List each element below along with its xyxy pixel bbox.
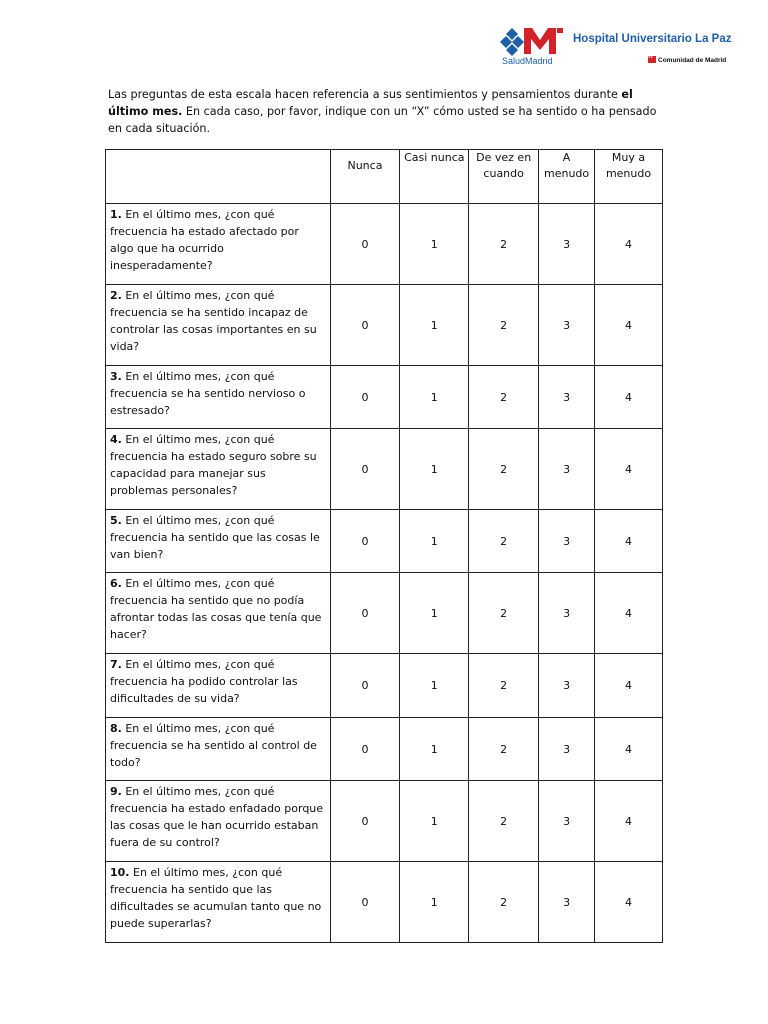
answer-option-cell[interactable]: 0 [330,718,400,781]
answer-option-cell[interactable]: 4 [595,366,663,429]
answer-option-cell[interactable]: 3 [539,366,595,429]
column-header-nunca: Nunca [330,150,400,204]
question-text: En el último mes, ¿con qué frecuencia ha sentido que las cosas le van bien? [110,514,320,561]
question-text: En el último mes, ¿con qué frecuencia ha estado afectado por algo que ha ocurrido inesperadamente? [110,208,299,272]
intro-paragraph [108,86,668,137]
answer-option-cell[interactable]: 4 [595,429,663,510]
question-text: En el último mes, ¿con qué frecuencia se ha sentido nervioso o estresado? [110,370,306,417]
answer-option-cell[interactable]: 1 [400,366,469,429]
table-row [106,718,663,781]
question-text: En el último mes, ¿con qué frecuencia ha estado enfadado porque las cosas que le han ocurrido estaban fuera de su control? [110,785,324,849]
table-row [106,429,663,510]
answer-option-cell[interactable]: 0 [330,366,400,429]
column-header-question [106,150,331,204]
answer-option-cell[interactable]: 3 [539,654,595,718]
table-header-row [106,150,663,204]
answer-option-cell[interactable]: 1 [400,654,469,718]
answer-option-cell[interactable]: 0 [330,781,400,862]
question-number: 10. [110,866,130,879]
table-row [106,366,663,429]
answer-option-cell[interactable]: 4 [595,510,663,573]
question-cell [106,781,331,862]
table-row [106,204,663,285]
answer-option-cell[interactable]: 0 [330,862,400,943]
answer-option-cell[interactable]: 0 [330,654,400,718]
answer-option-cell[interactable]: 1 [400,285,469,366]
answer-option-cell[interactable]: 4 [595,862,663,943]
answer-option-cell[interactable]: 3 [539,862,595,943]
table-row [106,510,663,573]
table-body [106,204,663,943]
question-cell [106,510,331,573]
table-row [106,285,663,366]
column-header-de-vez-en-cuando: De vez en cuando [469,150,539,204]
answer-option-cell[interactable]: 3 [539,718,595,781]
intro-text-before: Las preguntas de esta escala hacen referencia a sus sentimientos y pensamientos durante [108,88,622,101]
answer-option-cell[interactable]: 3 [539,573,595,654]
question-number: 1. [110,208,122,221]
column-header-a-menudo: A menudo [539,150,595,204]
answer-option-cell[interactable]: 4 [595,573,663,654]
hospital-name: Hospital Universitario La Paz [573,33,732,45]
question-cell [106,862,331,943]
madrid-flag-icon [648,56,656,63]
answer-option-cell[interactable]: 0 [330,429,400,510]
answer-option-cell[interactable]: 1 [400,718,469,781]
question-text: En el último mes, ¿con qué frecuencia ha podido controlar las dificultades de su vida? [110,658,298,705]
answer-option-cell[interactable]: 2 [469,781,539,862]
page-header [500,26,740,70]
question-number: 5. [110,514,122,527]
question-number: 6. [110,577,122,590]
question-cell [106,204,331,285]
answer-option-cell[interactable]: 4 [595,781,663,862]
answer-option-cell[interactable]: 3 [539,204,595,285]
question-cell [106,429,331,510]
answer-option-cell[interactable]: 2 [469,366,539,429]
answer-option-cell[interactable]: 4 [595,654,663,718]
intro-bold: el último mes. [108,88,633,118]
answer-option-cell[interactable]: 2 [469,862,539,943]
answer-option-cell[interactable]: 1 [400,510,469,573]
answer-option-cell[interactable]: 3 [539,510,595,573]
answer-option-cell[interactable]: 1 [400,781,469,862]
question-number: 3. [110,370,122,383]
answer-option-cell[interactable]: 2 [469,573,539,654]
question-cell [106,366,331,429]
question-text: En el último mes, ¿con qué frecuencia se ha sentido al control de todo? [110,722,317,769]
question-cell [106,718,331,781]
answer-option-cell[interactable]: 4 [595,285,663,366]
answer-option-cell[interactable]: 2 [469,429,539,510]
answer-option-cell[interactable]: 2 [469,718,539,781]
answer-option-cell[interactable]: 1 [400,204,469,285]
answer-option-cell[interactable]: 4 [595,204,663,285]
answer-option-cell[interactable]: 0 [330,510,400,573]
question-number: 8. [110,722,122,735]
table-row [106,781,663,862]
question-text: En el último mes, ¿con qué frecuencia se ha sentido incapaz de controlar las cosas importantes en su vida? [110,289,317,353]
question-number: 9. [110,785,122,798]
answer-option-cell[interactable]: 0 [330,573,400,654]
answer-option-cell[interactable]: 0 [330,285,400,366]
question-cell [106,654,331,718]
community-label [648,56,726,64]
answer-option-cell[interactable]: 1 [400,429,469,510]
answer-option-cell[interactable]: 2 [469,654,539,718]
answer-option-cell[interactable]: 1 [400,862,469,943]
table-row [106,654,663,718]
question-text: En el último mes, ¿con qué frecuencia ha sentido que no podía afrontar todas las cosas que tenía que hacer? [110,577,322,641]
column-header-casi-nunca: Casi nunca [400,150,469,204]
answer-option-cell[interactable]: 2 [469,510,539,573]
answer-option-cell[interactable]: 3 [539,781,595,862]
answer-option-cell[interactable]: 1 [400,573,469,654]
question-text: En el último mes, ¿con qué frecuencia ha estado seguro sobre su capacidad para manejar sus problemas personales? [110,433,317,497]
table-row [106,862,663,943]
intro-text-after: En cada caso, por favor, indique con un “X” cómo usted se ha sentido o ha pensado en cada situación. [108,105,657,135]
answer-option-cell[interactable]: 3 [539,285,595,366]
stress-scale-table [105,149,663,943]
question-number: 2. [110,289,122,302]
question-number: 7. [110,658,122,671]
answer-option-cell[interactable]: 4 [595,718,663,781]
answer-option-cell[interactable]: 2 [469,285,539,366]
answer-option-cell[interactable]: 2 [469,204,539,285]
column-header-muy-a-menudo: Muy a menudo [595,150,663,204]
question-number: 4. [110,433,122,446]
question-cell [106,573,331,654]
brand-name: SaludMadrid [502,56,553,66]
question-text: En el último mes, ¿con qué frecuencia ha sentido que las dificultades se acumulan tanto que no puede superarlas? [110,866,322,930]
answer-option-cell[interactable]: 0 [330,204,400,285]
community-name: Comunidad de Madrid [658,57,727,64]
table-row [106,573,663,654]
question-cell [106,285,331,366]
answer-option-cell[interactable]: 3 [539,429,595,510]
